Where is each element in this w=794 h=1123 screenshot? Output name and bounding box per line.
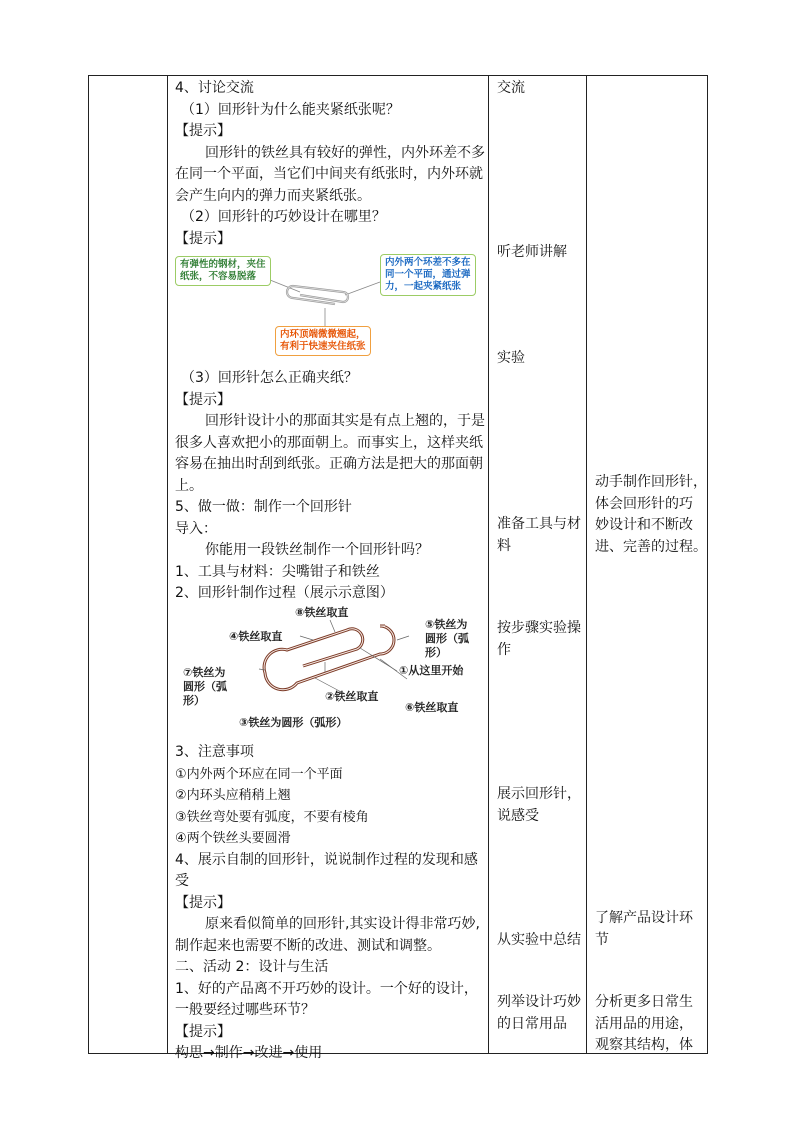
column-divider — [488, 76, 489, 1053]
activity-text: 按步骤实验操 作 — [497, 620, 581, 658]
list-item: 1、工具与材料：尖嘴钳子和铁丝 — [175, 563, 380, 580]
column-divider — [586, 76, 587, 1053]
activity-text: 交流 — [497, 80, 525, 96]
activity-text: 展示回形针， 说感受 — [497, 786, 581, 824]
section-heading: 5、做一做：制作一个回形针 — [175, 499, 352, 515]
hint-text: 原来看似简单的回形针,其实设计得非常巧妙, — [205, 916, 480, 932]
intro-label: 导入： — [175, 520, 217, 537]
annotation-raised-tip: 内环顶端微微翘起， 有利于快速夹住纸张 — [275, 326, 371, 356]
lesson-table — [88, 75, 708, 1061]
list-item: ③铁丝弯处要有弧度，不要有棱角 — [175, 809, 369, 825]
hint-text: 上。 — [175, 477, 203, 494]
hint-label: 【提示】 — [175, 894, 231, 911]
column-divider — [167, 76, 168, 1053]
step-2-label: ②铁丝取直 — [325, 690, 379, 703]
step-4-label: ④铁丝取直 — [229, 630, 283, 643]
list-heading: 3、注意事项 — [175, 744, 254, 760]
hint-text: 回形针的铁丝具有较好的弹性，内外环差不多 — [205, 144, 485, 161]
list-item: 2、回形针制作过程（展示示意图） — [175, 585, 394, 601]
step-6-label: ⑥铁丝取直 — [405, 701, 459, 714]
activity-text: 列举设计巧妙 的日常用品 — [497, 994, 581, 1032]
hint-text: 很多人喜欢把小的那面朝上。而事实上，这样夹纸 — [175, 434, 483, 451]
hint-text: 构思→制作→改进→使用 — [175, 1045, 323, 1061]
hint-label: 【提示】 — [175, 230, 231, 247]
step-1-label: ①从这里开始 — [399, 664, 464, 677]
intent-text: 分析更多日常生 活用品的用途， 观察其结构，体 — [595, 994, 693, 1053]
list-item: ①内外两个环应在同一个平面 — [175, 766, 343, 782]
hint-text: 会产生向内的弹力而夹紧纸张。 — [175, 187, 371, 204]
hint-label: 【提示】 — [175, 1023, 231, 1040]
hint-label: 【提示】 — [175, 123, 231, 139]
intent-text: 动手制作回形针， 体会回形针的巧 妙设计和不断改 进、完善的过程。 — [595, 474, 707, 555]
question: （3）回形针怎么正确夹纸？ — [181, 370, 358, 386]
step-7-label: ⑦铁丝为 圆形（弧 形） — [183, 666, 227, 707]
activity-text: 从实验中总结 — [497, 932, 581, 948]
hint-text: 制作起来也需要不断的改进、测试和调整。 — [175, 937, 441, 954]
question: （1）回形针为什么能夹紧纸张呢？ — [181, 101, 400, 118]
hint-label: 【提示】 — [175, 391, 231, 408]
list-item: 受 — [175, 873, 189, 889]
hint-text: 回形针设计小的那面其实是有点上翘的，于是 — [205, 413, 485, 429]
step-5-label: ⑤铁丝为 圆形（弧 形） — [425, 618, 469, 659]
step-3-label: ③铁丝为圆形（弧形） — [239, 716, 348, 729]
paperclip-design-figure — [175, 250, 485, 360]
list-item: ②内环头应稍稍上翘 — [175, 788, 291, 803]
paperclip-steps-figure — [175, 604, 485, 736]
question: （2）回形针的巧妙设计在哪里？ — [181, 209, 386, 225]
activity-text: 准备工具与材 料 — [497, 516, 581, 554]
activity-text: 实验 — [497, 350, 525, 366]
hint-text: 容易在抽出时刮到纸张。正确方法是把大的那面朝 — [175, 456, 483, 472]
intro-text: 你能用一段铁丝制作一个回形针吗？ — [205, 542, 429, 558]
activity-text: 听老师讲解 — [497, 244, 567, 260]
question: 一般要经过哪些环节？ — [175, 1002, 315, 1018]
section-heading: 4、讨论交流 — [175, 80, 254, 96]
annotation-elastic-steel: 有弹性的钢材，夹住 纸张，不容易脱落 — [175, 256, 271, 286]
intent-text: 了解产品设计环 节 — [595, 910, 693, 948]
annotation-same-plane: 内外两个环差不多在 同一个平面，通过弹 力，一起夹紧纸张 — [380, 254, 476, 296]
list-item: 4、展示自制的回形针，说说制作过程的发现和感 — [175, 851, 478, 868]
section-heading: 二、活动 2：设计与生活 — [175, 959, 329, 975]
step-8-label: ⑧铁丝取直 — [295, 606, 349, 619]
question: 1、好的产品离不开巧妙的设计。一个好的设计， — [175, 980, 478, 997]
hint-text: 在同一个平面，当它们中间夹有纸张时，内外环就 — [175, 166, 483, 182]
list-item: ④两个铁丝头要圆滑 — [175, 831, 291, 846]
